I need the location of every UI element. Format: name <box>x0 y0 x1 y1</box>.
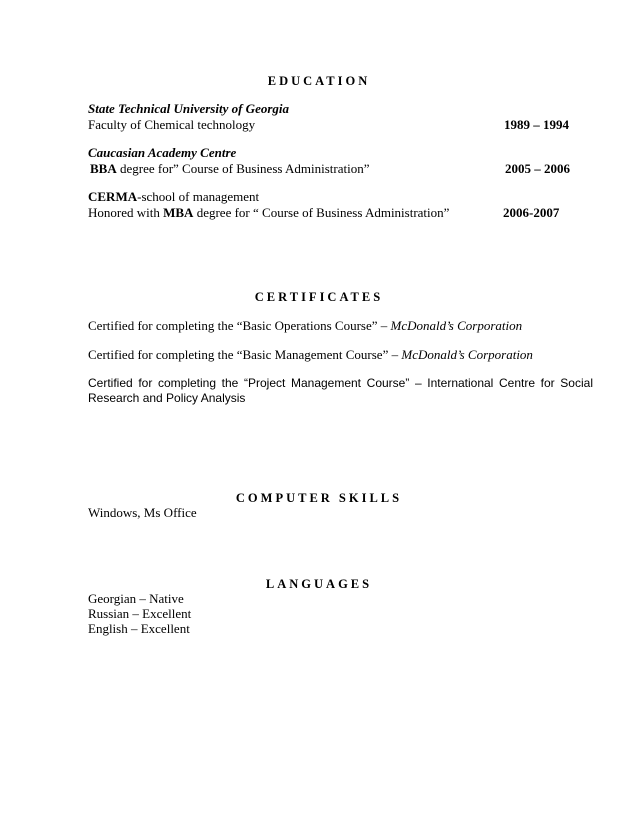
education-institution-2: Caucasian Academy Centre <box>88 145 237 160</box>
computer-skills-text: Windows, Ms Office <box>88 505 197 520</box>
degree-mba: MBA <box>163 205 194 220</box>
education-institution-3 <box>88 189 259 204</box>
certificate-3-line-1: Certified for completing the “Project Management Course” – International Centre for Social <box>88 376 593 390</box>
education-years-1: 1989 – 1994 <box>504 117 569 132</box>
computer-skills-heading: COMPUTER SKILLS <box>235 491 403 505</box>
education-detail-1: Faculty of Chemical technology <box>88 117 256 132</box>
language-item: English – Excellent <box>88 621 190 636</box>
languages-heading: LANGUAGES <box>265 577 373 591</box>
education-heading: EDUCATION <box>267 74 371 88</box>
education-detail-2-rest: degree for” Course of Business Administration” <box>116 161 370 176</box>
education-detail-2 <box>90 161 369 176</box>
certificate-2-text: Certified for completing the “Basic Management Course” – <box>88 347 402 362</box>
degree-bba: BBA <box>90 161 117 176</box>
institution-cerma: CERMA <box>88 189 138 204</box>
education-institution-1: State Technical University of Georgia <box>88 101 290 116</box>
education-detail-3 <box>88 205 449 220</box>
education-years-3: 2006-2007 <box>503 205 560 220</box>
education-years-2: 2005 – 2006 <box>505 161 570 176</box>
certificate-item-1 <box>88 318 522 333</box>
institution-cerma-rest: -school of management <box>137 189 260 204</box>
education-detail-3-rest: degree for “ Course of Business Administration” <box>193 205 450 220</box>
education-detail-3-prefix: Honored with <box>88 205 164 220</box>
language-item: Russian – Excellent <box>88 606 192 621</box>
language-item: Georgian – Native <box>88 591 184 606</box>
certificate-3-line-2: Research and Policy Analysis <box>88 391 246 405</box>
certificates-heading: CERTIFICATES <box>254 290 384 304</box>
certificate-1-text: Certified for completing the “Basic Operations Course” – <box>88 318 391 333</box>
certificate-item-2 <box>88 347 533 362</box>
certificate-1-org: McDonald’s Corporation <box>390 318 523 333</box>
certificate-2-org: McDonald’s Corporation <box>401 347 533 362</box>
